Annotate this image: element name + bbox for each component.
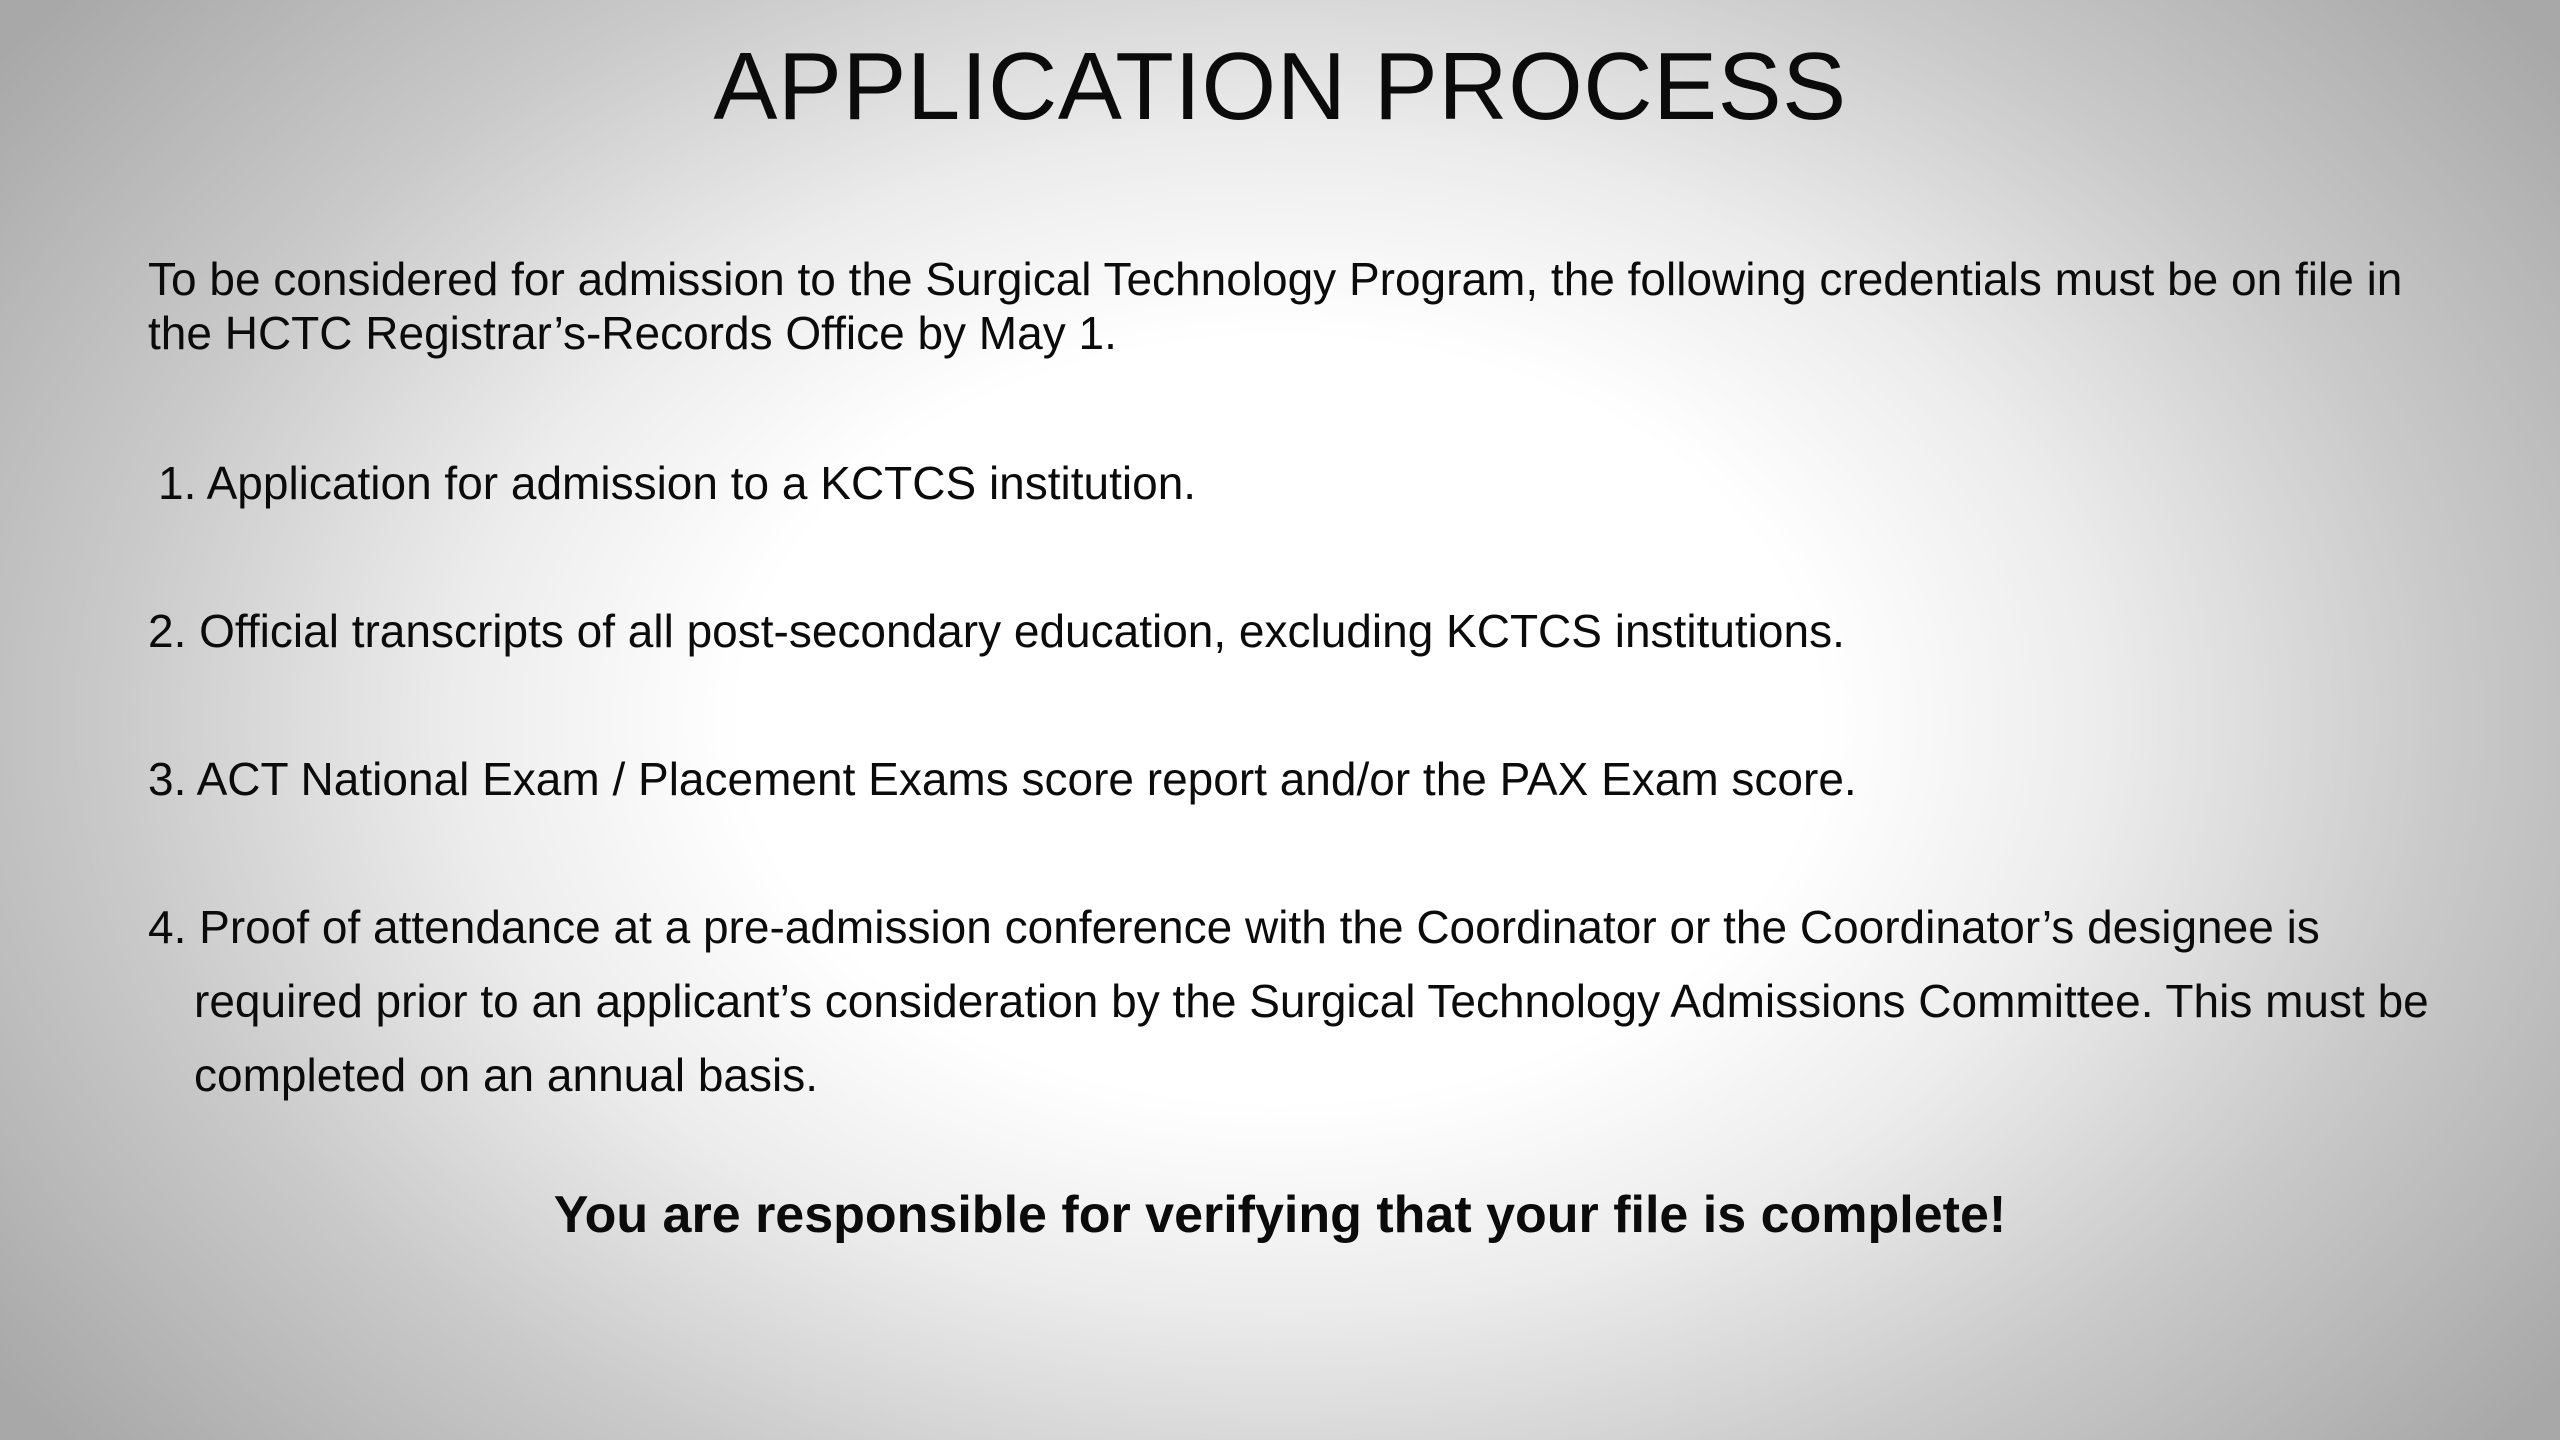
list-item [148,890,2444,1112]
slide-title: APPLICATION PROCESS [713,33,1847,140]
closing-statement: You are responsible for verifying that your file is complete! [553,1186,2007,1244]
list-item [158,446,2448,520]
list-item-text: Official transcripts of all post-secondary education, excluding KCTCS institutions. [199,605,1845,657]
list-item-text: ACT National Exam / Placement Exams score report and/or the PAX Exam score. [196,753,1857,805]
list-item-number: 4. [148,901,200,953]
intro-paragraph: To be considered for admission to the Surgical Technology Program, the following credentials must be on file in the HCTC Registrar’s-Records Office by May 1. [148,253,2403,359]
list-item [148,742,2438,816]
list-item-number: 1. [158,457,207,509]
list-item-text: Proof of attendance at a pre-admission conference with the Coordinator or the Coordinator’s designee is required prior to an applicant’s consideration by the Surgical Technology Admissions Committee. This must be completed on an annual basis. [194,901,2429,1101]
list-item-number: 3. [148,753,197,805]
list-item-number: 2. [148,605,200,657]
list-item-text: Application for admission to a KCTCS institution. [206,457,1197,509]
list-item [148,594,2438,668]
